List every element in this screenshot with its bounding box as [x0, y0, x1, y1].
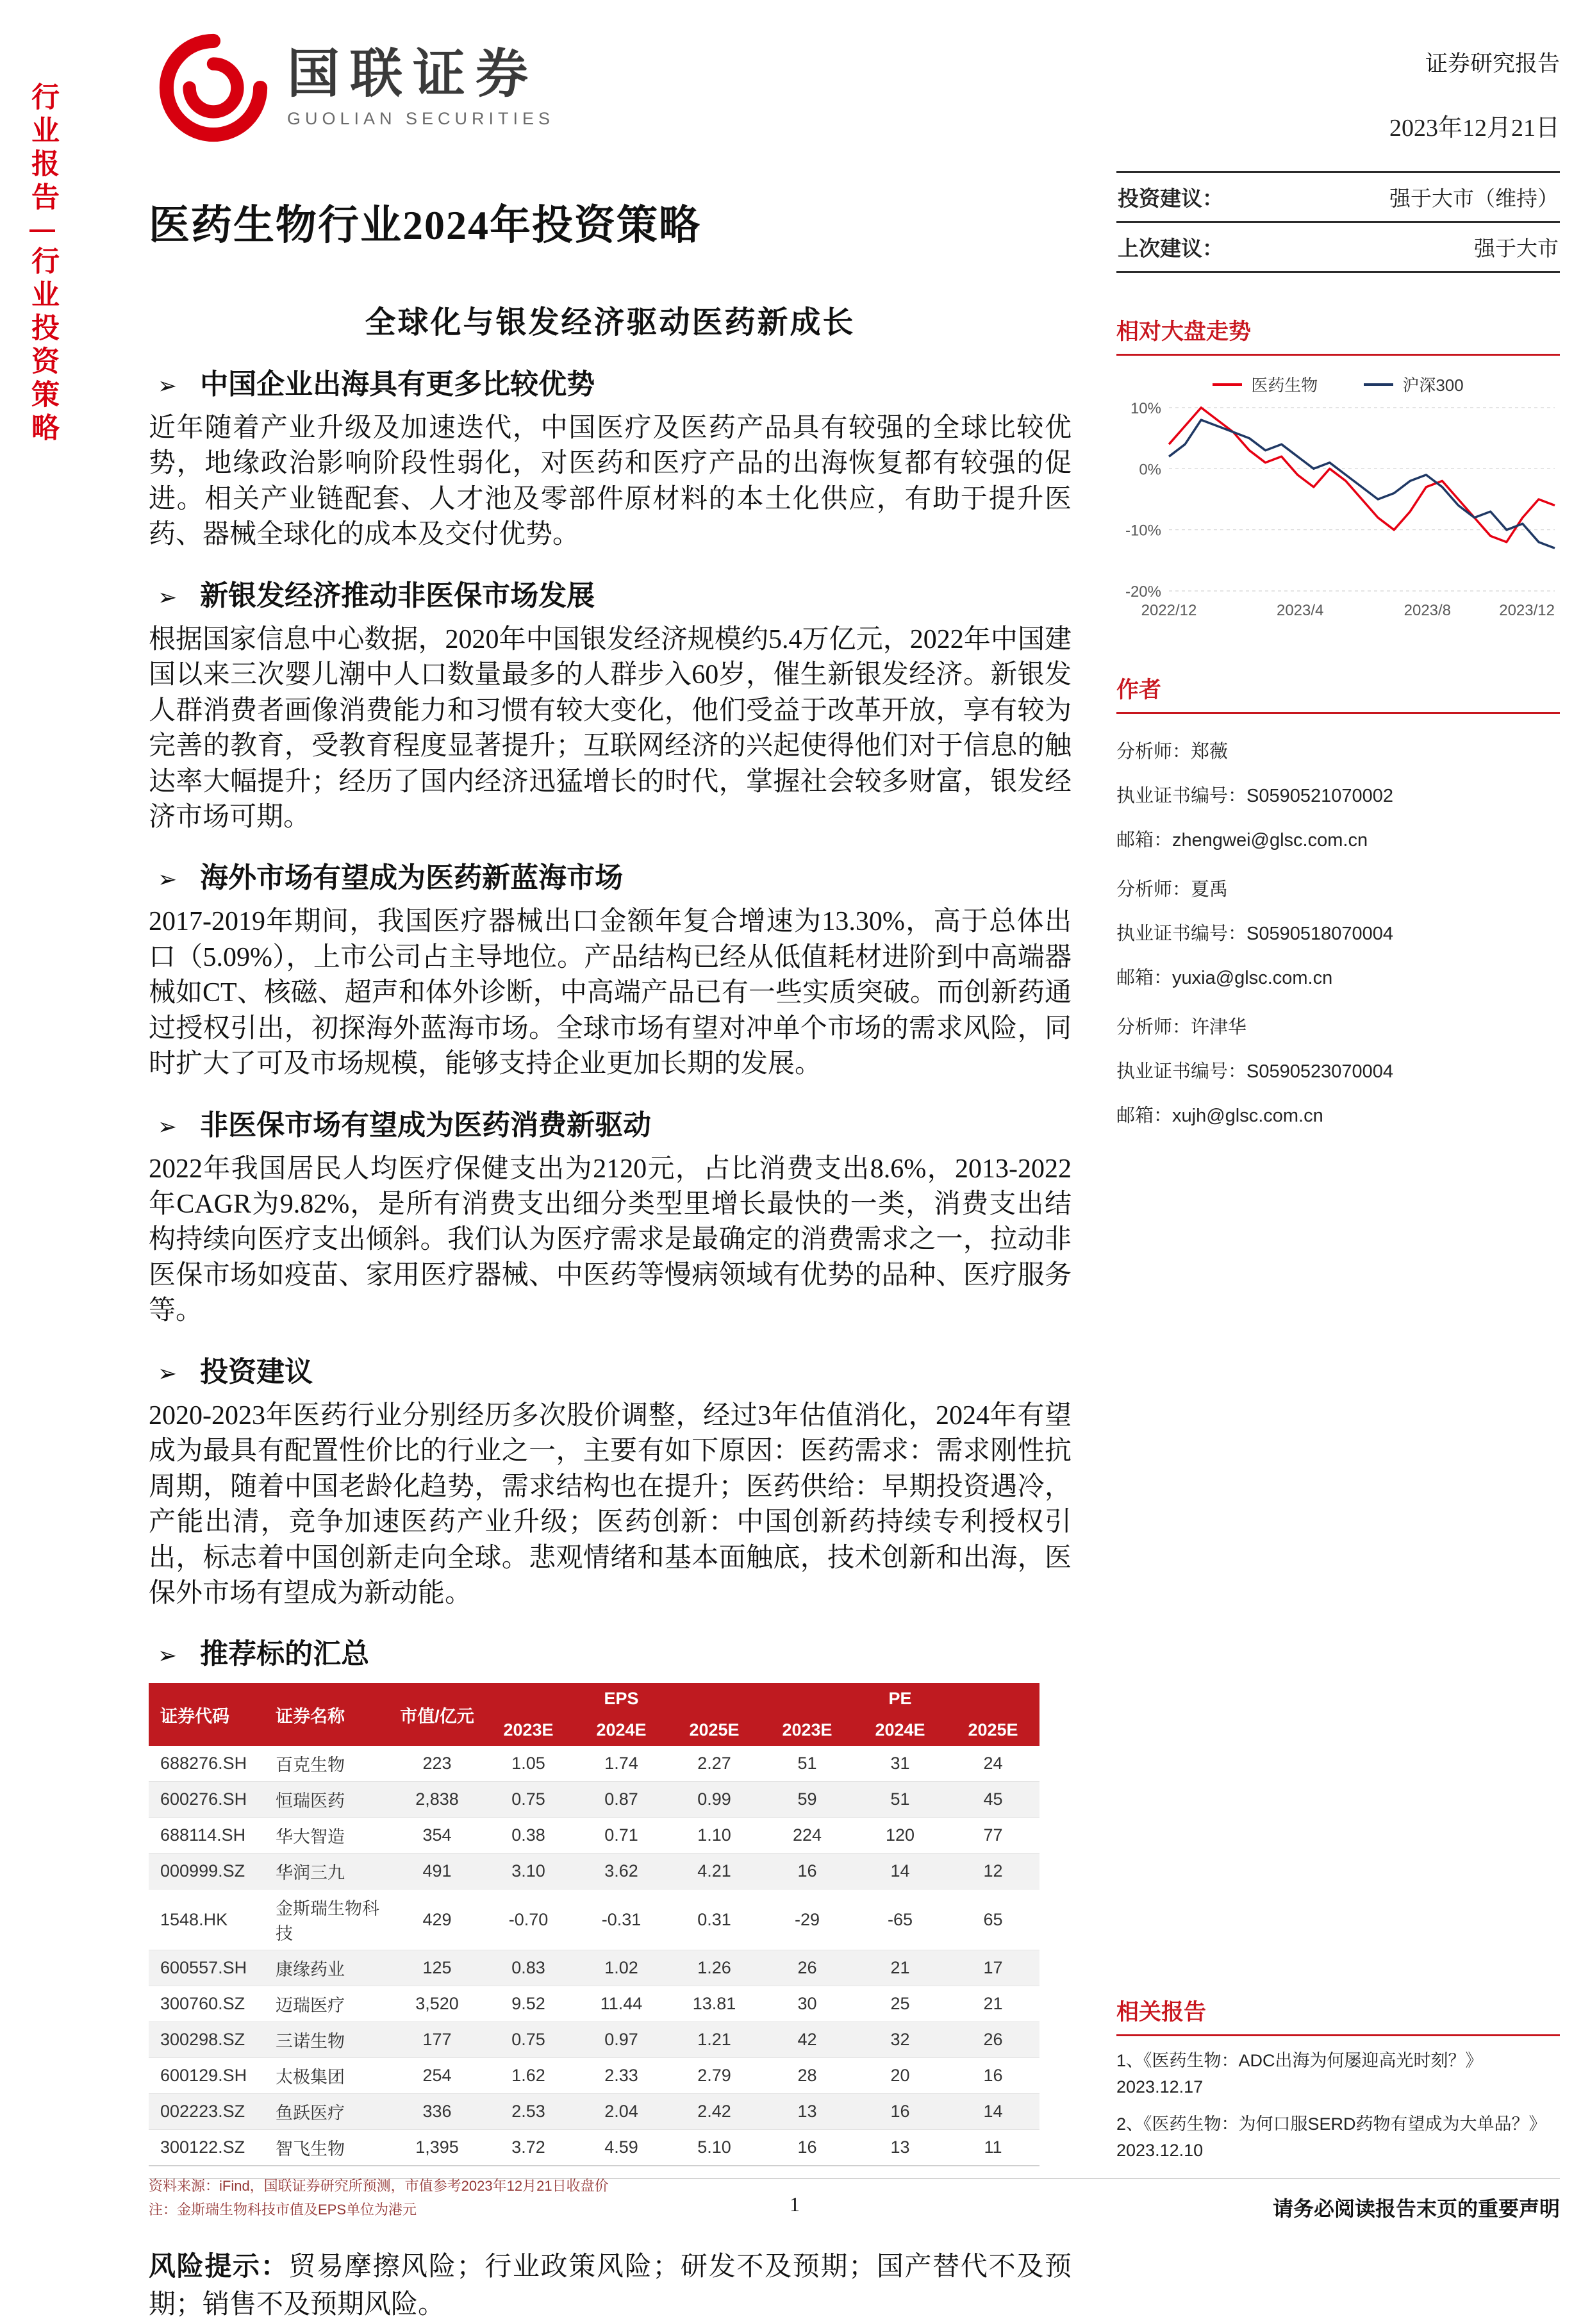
table-cell: -0.70	[482, 1889, 575, 1950]
related-report-item: 1、《医药生物：ADC出海为何屡迎高光时刻？》2023.12.17	[1116, 2051, 1483, 2096]
chart-section-heading: 相对大盘走势	[1116, 314, 1560, 356]
section-title: 海外市场有望成为医药新蓝海市场	[200, 862, 624, 894]
table-cell: 224	[761, 1818, 854, 1854]
table-cell: 1.10	[668, 1818, 761, 1854]
x-axis-tick-label: 2023/8	[1404, 602, 1452, 619]
table-cell: 13	[854, 2130, 947, 2166]
table-cell: 42	[761, 2022, 854, 2058]
table-cell: 16	[947, 2058, 1039, 2094]
table-cell: 1.02	[575, 1950, 668, 1986]
table-cell: 华润三九	[264, 1854, 392, 1889]
legend-item	[1364, 372, 1463, 396]
table-cell: 14	[947, 2094, 1039, 2130]
table-cell: 2.04	[575, 2094, 668, 2130]
table-cell: 000999.SZ	[149, 1854, 264, 1889]
risk-body: 贸易摩擦风险；行业政策风险；研发不及预期；国产替代不及预期；销售不及预期风险。	[149, 2252, 1072, 2320]
table-cell: 300298.SZ	[149, 2022, 264, 2058]
section-heading	[149, 854, 1072, 895]
arrow-bullet-icon: ➢	[158, 1643, 178, 1670]
analyst-cert-number: 执业证书编号：S0590523070004	[1116, 1061, 1394, 1082]
section-heading	[149, 1102, 1072, 1143]
table-cell: 2.79	[668, 2058, 761, 2094]
table-cell: 2.33	[575, 2058, 668, 2094]
table-cell: 4.21	[668, 1854, 761, 1889]
table-cell: 16	[761, 1854, 854, 1889]
section-body: 2017-2019年期间，我国医疗器械出口金额年复合增速为13.30%，高于总体出口（5.09%），上市公司占主导地位。产品结构已经从低值耗材进阶到中高端器械如CT、核磁、超声和体外诊断，中高端产品已有一些实质突破。而创新药通过授权引出，初探海外蓝海市场。全球市场有望对冲单个市场的需求风险，同时扩大了可及市场规模，能够支持企业更加长期的发展。	[149, 907, 1072, 1079]
table-cell: 康缘药业	[264, 1950, 392, 1986]
legend-label: 医药生物	[1251, 376, 1318, 395]
rating-row	[1116, 173, 1560, 223]
table-cell: 354	[392, 1818, 482, 1854]
table-cell: 65	[947, 1889, 1039, 1950]
table-row	[149, 2094, 1039, 2130]
y-axis-tick-label: -20%	[1125, 583, 1161, 601]
analyst-name: 分析师：夏禹	[1116, 879, 1229, 900]
table-cell: 12	[947, 1854, 1039, 1889]
table-cell: 金斯瑞生物科技	[264, 1889, 392, 1950]
col-subheader: 2025E	[668, 1714, 761, 1746]
table-header	[149, 1683, 1039, 1746]
table-cell: 688276.SH	[149, 1746, 264, 1782]
section-heading	[149, 1349, 1072, 1390]
table-cell: 3.72	[482, 2130, 575, 2166]
analyst-name: 分析师：许津华	[1116, 1017, 1247, 1038]
table-cell: 20	[854, 2058, 947, 2094]
arrow-bullet-icon: ➢	[158, 1360, 178, 1387]
table-cell: 0.75	[482, 1782, 575, 1818]
table-cell: 三诺生物	[264, 2022, 392, 2058]
table-cell: 华大智造	[264, 1818, 392, 1854]
table-cell: 600276.SH	[149, 1782, 264, 1818]
table-cell: 32	[854, 2022, 947, 2058]
footer-disclaimer: 请务必阅读报告末页的重要声明	[1272, 2197, 1560, 2220]
table-cell: 0.71	[575, 1818, 668, 1854]
table-row	[149, 1854, 1039, 1889]
table-cell: 太极集团	[264, 2058, 392, 2094]
section-1	[149, 361, 1072, 553]
analyst-cert-number: 执业证书编号：S0590521070002	[1116, 786, 1394, 806]
table-cell: 11.44	[575, 1986, 668, 2022]
section-5	[149, 1349, 1072, 1612]
table-cell: 429	[392, 1889, 482, 1950]
section-3	[149, 854, 1072, 1082]
section-body: 近年随着产业升级及加速迭代，中国医疗及医药产品具有较强的全球比较优势，地缘政治影响阶段性弱化，对医药和医疗产品的出海恢复都有较强的促进。相关产业链配套、人才池及零部件原材料的本土化供应，有助于提升医药、器械全球化的成本及交付优势。	[149, 413, 1072, 550]
report-subcategory: 行业投资策略	[27, 246, 58, 446]
col-subheader: 2024E	[854, 1714, 947, 1746]
table-source-note: 资料来源：iFind，国联证券研究所预测，市值参考2023年12月21日收盘价	[149, 2178, 609, 2195]
brand-name-cn: 国联证券	[287, 45, 539, 104]
author-list	[1116, 737, 1560, 1127]
main-column	[149, 192, 1072, 2324]
section-heading	[149, 1631, 1072, 1672]
table-cell: 鱼跃医疗	[264, 2094, 392, 2130]
analyst-name: 分析师：郑薇	[1116, 742, 1229, 762]
sidebar-vertical-label	[22, 82, 63, 446]
table-row	[149, 1986, 1039, 2022]
risk-label: 风险提示：	[149, 2252, 289, 2282]
table-cell: 491	[392, 1854, 482, 1889]
table-cell: 0.83	[482, 1950, 575, 1986]
table-cell: 51	[854, 1782, 947, 1818]
col-header-mcap: 市值/亿元	[392, 1683, 482, 1746]
table-cell: 26	[947, 2022, 1039, 2058]
legend-item	[1213, 372, 1318, 396]
table-cell: -65	[854, 1889, 947, 1950]
analyst-email: 邮箱：xujh@glsc.com.cn	[1116, 1106, 1323, 1126]
section-heading	[149, 572, 1072, 613]
col-subheader: 2023E	[761, 1714, 854, 1746]
table-cell: 3.10	[482, 1854, 575, 1889]
recommendation-table	[149, 1683, 1039, 2166]
brand-name	[287, 47, 554, 128]
risk-statement	[149, 2248, 1072, 2324]
y-axis-tick-label: 0%	[1139, 461, 1161, 479]
rating-value: 强于大市（维持）	[1389, 187, 1559, 210]
table-cell: 21	[854, 1950, 947, 1986]
page-subtitle: 全球化与银发经济驱动医药新成长	[365, 306, 856, 340]
table-row	[149, 2130, 1039, 2166]
table-cell: 45	[947, 1782, 1039, 1818]
rating-value: 强于大市	[1474, 237, 1559, 260]
section-title: 新银发经济推动非医保市场发展	[200, 579, 595, 611]
rating-label: 投资建议：	[1118, 187, 1223, 210]
table-cell: 28	[761, 2058, 854, 2094]
y-axis-tick-label: 10%	[1130, 400, 1161, 417]
table-cell: 600129.SH	[149, 2058, 264, 2094]
table-row	[149, 1818, 1039, 1854]
report-category: 行业报告	[27, 82, 58, 215]
y-axis-tick-label: -10%	[1125, 522, 1161, 540]
related-reports-list	[1116, 2048, 1560, 2163]
table-cell: 1.21	[668, 2022, 761, 2058]
col-group-eps: EPS	[482, 1683, 761, 1714]
table-cell: 125	[392, 1950, 482, 1986]
section-title: 投资建议	[200, 1356, 313, 1388]
legend-label: 沪深300	[1402, 376, 1464, 395]
section-heading	[149, 361, 1072, 402]
brand-header	[159, 33, 554, 142]
col-group-pe: PE	[761, 1683, 1039, 1714]
table-cell: 智飞生物	[264, 2130, 392, 2166]
table-cell: 300760.SZ	[149, 1986, 264, 2022]
table-cell: 2.53	[482, 2094, 575, 2130]
table-row	[149, 2022, 1039, 2058]
section-title: 非医保市场有望成为医药消费新驱动	[200, 1109, 652, 1141]
table-cell: 14	[854, 1854, 947, 1889]
table-body	[149, 1746, 1039, 2166]
arrow-bullet-icon: ➢	[158, 1113, 178, 1140]
table-cell: 600557.SH	[149, 1950, 264, 1986]
table-cell: 9.52	[482, 1986, 575, 2022]
table-cell: 1.74	[575, 1746, 668, 1782]
legend-swatch	[1213, 383, 1242, 386]
table-row	[149, 1746, 1039, 1782]
table-cell: 1548.HK	[149, 1889, 264, 1950]
table-cell: 3.62	[575, 1854, 668, 1889]
table-cell: 177	[392, 2022, 482, 2058]
table-cell: 13	[761, 2094, 854, 2130]
table-cell: 59	[761, 1782, 854, 1818]
table-cell: 002223.SZ	[149, 2094, 264, 2130]
report-date: 2023年12月21日	[1389, 115, 1560, 142]
col-subheader: 2023E	[482, 1714, 575, 1746]
series-line-csi300	[1169, 420, 1555, 548]
table-row	[149, 2058, 1039, 2094]
table-cell: 0.97	[575, 2022, 668, 2058]
table-cell: 0.87	[575, 1782, 668, 1818]
arrow-bullet-icon: ➢	[158, 584, 178, 611]
section-2	[149, 572, 1072, 836]
table-cell: 2.42	[668, 2094, 761, 2130]
table-cell: 迈瑞医疗	[264, 1986, 392, 2022]
table-cell: 26	[761, 1950, 854, 1986]
related-reports-section	[1116, 1995, 1560, 2163]
related-report-item: 2、《医药生物：为何口服SERD药物有望成为大单品？》2023.12.10	[1116, 2114, 1546, 2160]
table-cell: 0.99	[668, 1782, 761, 1818]
rating-label: 上次建议：	[1118, 237, 1223, 260]
table-cell: 336	[392, 2094, 482, 2130]
section-body: 2022年我国居民人均医疗保健支出为2120元，占比消费支出8.6%，2013-2022年CAGR为9.82%，是所有消费支出细分类型里增长最快的一类，消费支出结构持续向医疗支出倾斜。我们认为医疗需求是最确定的消费需求之一，拉动非医保市场如疫苗、家用医疗器械、中医药等慢病领域有优势的品种、医疗服务等。	[149, 1154, 1072, 1326]
table-cell: 21	[947, 1986, 1039, 2022]
table-cell: 11	[947, 2130, 1039, 2166]
table-cell: 17	[947, 1950, 1039, 1986]
table-cell: 13.81	[668, 1986, 761, 2022]
table-cell: 25	[854, 1986, 947, 2022]
page-number: 1	[790, 2193, 800, 2216]
table-cell: 3,520	[392, 1986, 482, 2022]
table-cell: 恒瑞医药	[264, 1782, 392, 1818]
table-cell: 0.38	[482, 1818, 575, 1854]
section-title: 中国企业出海具有更多比较优势	[200, 369, 595, 400]
analyst-email: 邮箱：yuxia@glsc.com.cn	[1116, 968, 1333, 988]
table-cell: -0.31	[575, 1889, 668, 1950]
table-row	[149, 1889, 1039, 1950]
table-cell: 2,838	[392, 1782, 482, 1818]
rating-row	[1116, 223, 1560, 273]
x-axis-tick-label: 2022/12	[1141, 602, 1197, 619]
table-cell: 1.05	[482, 1746, 575, 1782]
table-cell: 24	[947, 1746, 1039, 1782]
table-cell: 300122.SZ	[149, 2130, 264, 2166]
table-row	[149, 1950, 1039, 1986]
table-cell: 16	[854, 2094, 947, 2130]
table-cell: 30	[761, 1986, 854, 2022]
table-cell: 0.31	[668, 1889, 761, 1950]
section-body: 根据国家信息中心数据，2020年中国银发经济规模约5.4万亿元，2022年中国建国以来三次婴儿潮中人口数量最多的人群步入60岁，催生新银发经济。新银发人群消费者画像消费能力和习惯有较大变化，他们受益于改革开放，享有较为完善的教育，受教育程度显著提升；互联网经济的兴起使得他们对于信息的触达率大幅提升；经历了国内经济迅猛增长的时代，掌握社会较多财富，银发经济市场可期。	[149, 624, 1072, 832]
section-title: 推荐标的汇总	[200, 1638, 370, 1670]
x-axis-tick-label: 2023/12	[1499, 602, 1555, 619]
col-subheader: 2024E	[575, 1714, 668, 1746]
analyst-cert-number: 执业证书编号：S0590518070004	[1116, 924, 1394, 944]
legend-swatch	[1364, 383, 1393, 386]
brand-logo-icon	[159, 33, 268, 142]
rating-box	[1116, 171, 1560, 273]
analyst-email: 邮箱：zhengwei@glsc.com.cn	[1116, 830, 1368, 851]
series-line-pharma-bio	[1169, 408, 1555, 542]
table-cell: 31	[854, 1746, 947, 1782]
brand-name-en: GUOLIAN SECURITIES	[287, 108, 555, 128]
relative-performance-chart	[1116, 399, 1560, 624]
divider	[29, 229, 55, 232]
page-footer	[149, 2178, 1560, 2229]
table-cell: 1.62	[482, 2058, 575, 2094]
table-cell: 16	[761, 2130, 854, 2166]
table-cell: 51	[761, 1746, 854, 1782]
table-cell: 2.27	[668, 1746, 761, 1782]
authors-heading: 作者	[1116, 672, 1560, 714]
col-subheader: 2025E	[947, 1714, 1039, 1746]
section-body: 2020-2023年医药行业分别经历多次股价调整，经过3年估值消化，2024年有望成为最具有配置性价比的行业之一，主要有如下原因：医药需求：需求刚性抗周期，随着中国老龄化趋势，需求结构也在提升；医药供给：早期投资遇冷，产能出清，竞争加速医药产业升级；医药创新：中国创新药持续专利授权引出，标志着中国创新走向全球。悲观情绪和基本面触底，技术创新和出海，医保外市场有望成为新动能。	[149, 1400, 1072, 1608]
table-cell: 688114.SH	[149, 1818, 264, 1854]
table-cell: 77	[947, 1818, 1039, 1854]
col-header-name: 证券名称	[264, 1683, 392, 1746]
arrow-bullet-icon: ➢	[158, 373, 178, 399]
table-cell: -29	[761, 1889, 854, 1950]
section-4	[149, 1102, 1072, 1329]
x-axis-tick-label: 2023/4	[1276, 602, 1324, 619]
report-type-label: 证券研究报告	[1425, 51, 1560, 76]
col-header-code: 证券代码	[149, 1683, 264, 1746]
right-sidebar	[1116, 46, 1560, 1127]
table-cell: 4.59	[575, 2130, 668, 2166]
table-cell: 百克生物	[264, 1746, 392, 1782]
related-reports-heading: 相关报告	[1116, 1995, 1560, 2036]
table-cell: 120	[854, 1818, 947, 1854]
table-cell: 0.75	[482, 2022, 575, 2058]
table-cell: 254	[392, 2058, 482, 2094]
table-cell: 5.10	[668, 2130, 761, 2166]
table-cell: 223	[392, 1746, 482, 1782]
table-row	[149, 1782, 1039, 1818]
section-6-recommendations	[149, 1631, 1072, 2220]
table-cell: 1.26	[668, 1950, 761, 1986]
page-title: 医药生物行业2024年投资策略	[149, 203, 701, 248]
table-remark: 注：金斯瑞生物科技市值及EPS单位为港元	[149, 2202, 417, 2218]
chart-legend	[1116, 372, 1560, 396]
table-cell: 1,395	[392, 2130, 482, 2166]
arrow-bullet-icon: ➢	[158, 867, 178, 893]
